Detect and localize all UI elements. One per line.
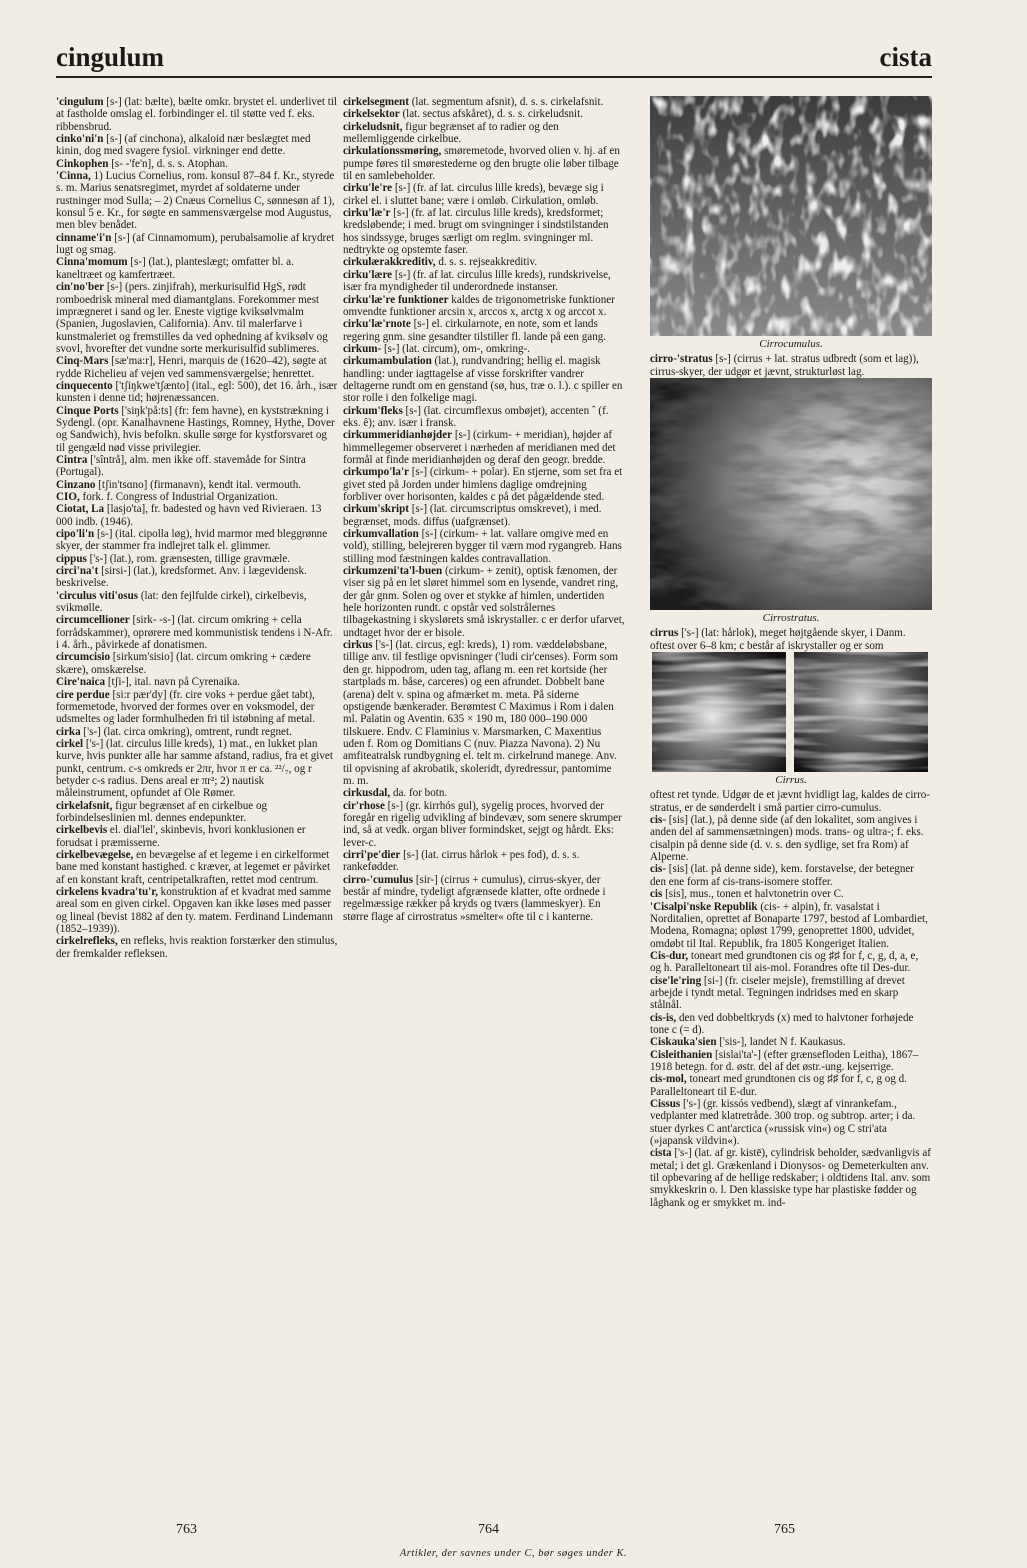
dictionary-entry xyxy=(343,503,625,528)
entry-definition: [sæ'ma:r], Henri, marquis de (1620–42), søgte at rydde Richelieu af vejen ved sammensværgelse; henrettet. xyxy=(56,355,327,380)
entry-definition: ['s-] (lat: hårlok), meget højtgående skyer, i Danm. oftest over 6–8 km; c består af iskrystaller og er som xyxy=(650,627,906,652)
entry-definition: figur begrænset af en cirkelbue og forbindelseslinien ml. dennes endepunkter. xyxy=(56,799,268,824)
dictionary-entry xyxy=(56,689,338,726)
entry-headword: Cinzano xyxy=(56,478,96,491)
dictionary-entry xyxy=(650,814,932,863)
dictionary-entry xyxy=(56,96,338,133)
dictionary-entry xyxy=(650,950,932,975)
entry-headword: cirka xyxy=(56,725,81,738)
entry-headword: cis- xyxy=(650,814,667,827)
entry-definition: toneart med grundtonen cis og ♯♯ for f, c, g og d. Paralleltoneart til E-dur. xyxy=(650,1073,907,1098)
dictionary-entry xyxy=(56,849,338,886)
dictionary-entry xyxy=(56,651,338,676)
entry-headword: cirku'lære xyxy=(343,268,393,281)
entry-headword: cirkulærakkreditiv, xyxy=(343,256,436,269)
entry-definition: (lat: den fejlfulde cirkel), cirkelbevis, svikmølle. xyxy=(56,589,307,615)
entry-headword: cinquecento xyxy=(56,379,113,392)
dictionary-entry xyxy=(650,1073,932,1098)
entry-definition: ['s-] (lat. circus, egl: kreds), 1) rom. væddeløbsbane, tillige anv. til festlige opvisninger ('ludi cir'censes). Form som den gr. hippodrom, uden tag, aflang m. een ret kortside (her startplads m. båse, carceres) og een afrundet. Dobbelt bane (arena) delt v. spina og afmærket m. meta. På siderne opstigende bænkerader. Berømtest C Maximus i Rom i dalen ml. Palatin og Aventin. 635 × 190 m, 180 000–190 000 tilskuere. Endv. C Flaminius v. Marsmarken, C Maxentius uden f. Rom og Domitians C (nuv. Piazza Navona). 2) Nu amfiteatralsk rundbygning el. telt m. cirkelrund manege. Anv. til opvisning af akrobatik, skoleridt, dyredressur, pantomime m. m. xyxy=(343,639,619,787)
entry-definition: smøremetode, hvorved olien v. hj. af en pumpe føres til smørestederne og den brugte olie løber tilbage til en samlebeholder. xyxy=(343,145,620,183)
entry-definition: [s-] (cirkum- + meridian), højder af himmellegemer observeret i nærheden af meridianen med det formål at finde meridianhøjden og deraf den geogr. bredde. xyxy=(343,429,616,466)
dictionary-entry xyxy=(343,429,625,466)
entry-definition: ['s-] (lat. circulus lille kreds), 1) mat., en lukket plan kurve, hvis punkter alle har samme afstand, radius, fra et givet punkt, centrum. c-s omkreds er 2πr, hvor π er ca. ²²/₇, og r betyder c-s radius. Dens areal er πr²; 2) nautisk måleinstrument, opfundet af Ole Rømer. xyxy=(56,737,333,800)
figure-cirrus xyxy=(650,652,932,786)
cirrocumulus-photo xyxy=(650,96,932,336)
entry-definition: ['s-] (lat. circa omkring), omtrent, rundt regnet. xyxy=(80,725,292,738)
entry-headword: cirkus xyxy=(343,639,373,652)
entry-headword: cirkelsegment xyxy=(343,96,409,108)
dictionary-entry xyxy=(56,380,338,405)
entry-headword: cirkum'skript xyxy=(343,503,409,516)
dictionary-entry xyxy=(56,454,338,479)
dictionary-entry xyxy=(343,800,625,849)
running-header xyxy=(56,42,932,76)
entry-headword: cir'rhose xyxy=(343,799,385,812)
dictionary-entry xyxy=(56,824,338,849)
cirrostratus-photo xyxy=(650,378,932,610)
dictionary-entry xyxy=(56,738,338,800)
entry-headword: cirku'læ're funktioner xyxy=(343,293,449,306)
entry-definition: [s-] (fr. af lat. circulus lille kreds), kredsformet; kredsløbende; i med. brugt om svingninger i sindstilstanden hos sindssyge, bruges særligt om reglm. svingninger ml. nedtrykte og opstemte faser. xyxy=(343,207,609,257)
entry-definition: [sislai'ta'-] (efter grænsefloden Leitha), 1867–1918 betegn. for d. østr. del af det østr.-ung. kejserrige. xyxy=(650,1048,919,1073)
entry-definition: 1) Lucius Cornelius, rom. konsul 87–84 f. Kr., styrede s. m. Marius senatsregimet, myrdet af soldaterne under rustninger mod Sulla; – 2) Cnæus Cornelius C, sønnesøn af 1), konsul 5 e. Kr., for søgte en sammensværgelse mod Augustus, men blev benådet. xyxy=(56,170,335,232)
entry-definition: [s-] (af Cinnamomum), perubalsamolie af krydret lugt og smag. xyxy=(56,231,335,257)
entry-headword: cirkelsektor xyxy=(343,108,400,121)
figure-cirrocumulus xyxy=(650,96,932,350)
entry-headword: 'circulus viti'osus xyxy=(56,589,139,602)
entry-definition: [s-] (pers. zinjifrah), merkurisulfid HgS, rødt romboedrisk mineral med diamantglans. Forekommer mest imprægneret i sand og ler. Eneste vigtige kviksølvmalm (Spanien, Jugoslavien, California). Anv. til malerfarve i kunstmaleriet og fremstilles da ved ophedning af kviksølv og svovl, hvorefter det vundne sorte merkurisulfid sublimeres. xyxy=(56,281,328,355)
entry-headword: cirkelrefleks, xyxy=(56,935,118,948)
entry-headword: Cire'naica xyxy=(56,676,106,689)
entry-definition: [s-] (lat.), planteslægt; omfatter bl. a. kaneltræet og kamfertræet. xyxy=(56,256,294,281)
entry-headword: Cissus xyxy=(650,1098,681,1110)
entry-definition: [s-] (ital. cipolla løg), hvid marmor med bleggrønne skyer, der stammer fra indlejret talk el. glimmer. xyxy=(56,528,328,553)
entry-definition: en bevægelse af et legeme i en cirkelformet bane med konstant hastighed. c kræver, at legemet er påvirket af en konstant kraft, centripetalkraften, rettet mod centrum. xyxy=(56,848,331,886)
dictionary-entry xyxy=(343,318,625,343)
entry-headword: cirkelafsnit, xyxy=(56,799,113,812)
entry-headword: cirku'le're xyxy=(343,182,393,195)
entry-headword: cinname'i'n xyxy=(56,231,112,244)
entry-headword: cirkel xyxy=(56,737,84,750)
entry-definition: [s- -'fe'n], d. s. s. Atophan. xyxy=(108,157,228,170)
entry-definition: [s-] (lat. circum), om-, omkring-. xyxy=(381,342,531,355)
entry-headword: cirro-'stratus xyxy=(650,353,713,366)
entry-definition: [s-] (lat. circumscriptus omskrevet), i med. begrænset, mods. diffus (uafgrænset). xyxy=(343,503,602,528)
header-last-word: cista xyxy=(879,42,932,72)
entry-definition: [sis] (lat. på denne side), kem. forstavelse, der betegner den ene form af cis-trans-isomere stoffer. xyxy=(650,863,915,888)
entry-definition: [tʃi-], ital. navn på Cyrenaika. xyxy=(105,676,241,689)
entry-definition: (lat. segmentum afsnit), d. s. s. cirkelafsnit. xyxy=(408,96,604,108)
dictionary-entry xyxy=(650,1147,932,1209)
entry-headword: cirrus xyxy=(650,627,679,640)
column-left xyxy=(56,96,338,1516)
figure-cirrostratus xyxy=(650,378,932,624)
dictionary-entry xyxy=(56,528,338,553)
entry-definition: (cirkum- + zenit), optisk fænomen, der viser sig på en let sløret himmel som en lysende, vandret ring, der går gnm. Solen og over et stykke af himlen, undertiden hele horizonten rundt. c opstår ved solstrålernes tilbagekastning i skyslørets små iskrystaller. c er derfor ufarvet, undtaget hvor der er bisole. xyxy=(343,565,625,639)
cirrus-photos xyxy=(650,652,932,772)
entry-definition: ['tʃiŋkwe'tʃænto] (ital., egl: 500), det 16. årh., især kunsten i denne tid; højrenæssancen. xyxy=(56,379,338,405)
entry-headword: 'Cisalpi'nske Republik xyxy=(650,900,758,913)
dictionary-entry xyxy=(343,269,625,294)
entry-definition: [s-] (cirkum- + polar). En stjerne, som set fra et givet sted på Jorden under himlens daglige omdrejning forbliver over horisonten, kaldes c på det pågældende sted. xyxy=(343,466,623,503)
entry-definition: [sis] (lat.), på denne side (af den lokalitet, som angives i anden del af sammensætningen) mods. trans- og ultra-; f. eks. cisalpin på denne side (d. v. s. den sydlige, set fra Rom) af Alperne. xyxy=(650,814,924,864)
entry-headword: cirkumambulation xyxy=(343,355,432,368)
column-middle xyxy=(343,96,625,1516)
entry-headword: Cinq-Mars xyxy=(56,355,109,368)
page-number-left: 763 xyxy=(176,1522,197,1537)
dictionary-entry xyxy=(56,491,338,503)
dictionary-entry xyxy=(56,355,338,380)
entry-definition: den ved dobbeltkryds (x) med to halvtoner forhøjede tone c (= d). xyxy=(650,1011,914,1036)
dictionary-entry xyxy=(650,1049,932,1074)
dictionary-entry xyxy=(56,590,338,615)
header-rule xyxy=(56,76,932,78)
dictionary-entry xyxy=(343,343,625,355)
dictionary-entry xyxy=(343,405,625,430)
dictionary-entry xyxy=(56,726,338,738)
entry-definition: [sirsi-] (lat.), kredsformet. Anv. i lægevidensk. beskrivelse. xyxy=(56,565,307,590)
dictionary-entry xyxy=(56,886,338,935)
entry-definition: ['s-] (gr. kissós vedbend), slægt af vinrankefam., vedplanter med klatretråde. 300 trop. og subtrop. arter; i da. stuer dyrkes C ant'arctica (»russisk vin«) og C stri'ata (»japansk vildvin«). xyxy=(650,1098,916,1148)
entry-headword: cin'no'ber xyxy=(56,281,105,294)
dictionary-entry xyxy=(56,281,338,355)
entry-headword: cis-mol, xyxy=(650,1073,687,1086)
dictionary-entry xyxy=(650,1012,932,1037)
entry-definition: [sirk- -s-] (lat. circum omkring + cella forrådskammer), oprørere med kommunistisk tendens i N-Afr. i 4. årh., påvirkede af donatismen. xyxy=(56,614,333,652)
dictionary-entry xyxy=(650,975,932,1012)
entry-definition: (cis- + alpin), fr. vasalstat i Norditalien, oprettet af Bonaparte 1797, bestod af Lombardiet, Modena, Romagna; opløst 1799, genoprettet 1800, udvidet, omdøbt til Ital. Republik, fra 1805 Kongeriget Italien. xyxy=(650,900,928,950)
dictionary-entry xyxy=(56,676,338,688)
entry-headword: Cinna'momum xyxy=(56,256,128,269)
dictionary-entry xyxy=(343,256,625,268)
dictionary-entry xyxy=(650,1098,932,1147)
entry-definition: [si-] (fr. ciseler mejsle), fremstilling af drevet arbejde i tyndt metal. Tegningen indridses med en skarp stålnål. xyxy=(650,974,905,1012)
dictionary-entry xyxy=(56,565,338,590)
entry-headword: cipo'li'n xyxy=(56,528,95,541)
entry-definition: fork. f. Congress of Industrial Organization. xyxy=(79,491,278,503)
entry-headword: cirkusdal, xyxy=(343,787,391,800)
entry-headword: cirkum'fleks xyxy=(343,404,403,417)
entry-definition: [s-] (fr. af lat. circulus lille kreds), rundskrivelse, især fra myndigheder til underordnede instanser. xyxy=(343,268,611,294)
dictionary-entry xyxy=(343,294,625,319)
entry-headword: CIO, xyxy=(56,491,80,503)
entry-headword: cirkumvallation xyxy=(343,528,419,541)
entry-headword: circi'na't xyxy=(56,565,99,578)
dictionary-entry xyxy=(343,565,625,639)
entry-definition: toneart med grundtonen cis og ♯♯ for f, c, g, d, a, e, og h. Paralleltoneart til ais-mol. Forandres ofte til Des-dur. xyxy=(650,949,919,975)
dictionary-entry xyxy=(343,639,625,787)
entry-headword: 'Cinna, xyxy=(56,170,91,183)
entry-definition: ['siŋk'på:ts] (fr: fem havne), en kyststrækning i Sydengl. (opr. Kanalhavnene Hastings, Romney, Hythe, Dover og Sandwich), hvis befolkn. skulle sørge for kystforsvaret og til gengæld nød visse privilegier. xyxy=(56,404,335,454)
entry-headword: Ciskauka'sien xyxy=(650,1036,717,1049)
entry-headword: Cinkophen xyxy=(56,157,109,170)
entry-headword: cire perdue xyxy=(56,688,110,701)
dictionary-entry xyxy=(650,1036,932,1048)
entry-definition: [s-] (lat: bælte), bælte omkr. brystet el. underlivet til at fastholde omslag el. forbindinger el. til støtte ved f. eks. ribbensbrud. xyxy=(56,96,338,133)
entry-definition: kaldes de trigonometriske funktioner omvendte funktioner arcsin x, arccos x, arctg x og arccot x. xyxy=(343,293,615,318)
dictionary-entry xyxy=(56,614,338,651)
entry-definition: el. dial'lel', skinbevis, hvori konklusionen er forudsat i præmisserne. xyxy=(56,824,306,849)
dictionary-entry xyxy=(56,479,338,491)
entry-headword: cirkumpo'la'r xyxy=(343,466,409,479)
entry-definition: [lasjo'ta], fr. badested og havn ved Rivieraen. 13 000 indb. (1946). xyxy=(56,503,322,528)
dictionary-entry xyxy=(650,627,932,652)
entry-definition: oftest ret tynde. Udgør de et jævnt hvidligt lag, kaldes de cirro-stratus, er de sønderdelt i små partier cirro-cumulus. xyxy=(650,789,931,814)
entry-headword: cirkeludsnit, xyxy=(343,120,403,133)
entry-headword: cis- xyxy=(650,863,667,876)
entry-definition: [sirkum'sisio] (lat. circum omkring + cædere skære), omskærelse. xyxy=(56,651,311,676)
dictionary-entry xyxy=(343,121,625,146)
entry-definition: ['sis-], landet N f. Kaukasus. xyxy=(716,1036,846,1049)
dictionary-entry xyxy=(56,133,338,158)
entry-headword: cirku'læ'r xyxy=(343,207,391,220)
dictionary-entry xyxy=(56,170,338,232)
dictionary-entry xyxy=(56,405,338,454)
entry-definition: d. s. s. rejseakkreditiv. xyxy=(435,256,538,269)
entry-headword: Cisleithanien xyxy=(650,1048,713,1061)
dictionary-entry xyxy=(56,232,338,257)
dictionary-entry xyxy=(650,888,932,900)
dictionary-entry xyxy=(343,145,625,182)
entry-headword: Ciotat, La xyxy=(56,503,105,516)
entry-definition: ['s-] (lat.), rom. grænsesten, tillige gravmæle. xyxy=(86,552,291,565)
entry-definition: [s-] (lat. circumflexus ombøjet), accenten ˆ (f. eks. ê); anv. især i fransk. xyxy=(343,404,609,429)
dictionary-entry xyxy=(343,849,625,874)
entry-definition: en refleks, hvis reaktion forstærker den stimulus, der fremkalder refleksen. xyxy=(56,935,338,960)
entry-headword: cis-is, xyxy=(650,1011,677,1024)
dictionary-entry xyxy=(343,466,625,503)
entry-definition: [s-] (gr. kirrhós gul), sygelig proces, hvorved der foregår en rigelig udvikling af bindevæv, som senere skrumper ind, så at vedk. organ bliver formindsket, sejgt og hårdt. Eks: lever-c. xyxy=(343,799,622,849)
dictionary-entry xyxy=(56,800,338,825)
dictionary-entry xyxy=(56,503,338,528)
entry-definition: [s-] (lat. cirrus hårlok + pes fod), d. s. s. rankefødder. xyxy=(343,848,580,874)
entry-definition: [sis], mus., tonen et halvtonetrin over C. xyxy=(662,888,844,901)
caption-cirrocumulus: Cirrocumulus. xyxy=(759,338,823,350)
page-number-middle: 764 xyxy=(478,1522,499,1537)
dictionary-entry xyxy=(56,158,338,170)
entry-headword: cinko'ni'n xyxy=(56,133,104,146)
entry-headword: cirkum- xyxy=(343,342,382,355)
entry-definition: konstruktion af et kvadrat med samme areal som en given cirkel. Opgaven kan ikke løses med passer og lineal (bevist 1882 af den ty. matem. Ferdinand Lindemann (1852–1939)). xyxy=(56,886,333,936)
dictionary-entry xyxy=(343,355,625,404)
entry-headword: cise'le'ring xyxy=(650,974,702,987)
caption-cirrus: Cirrus. xyxy=(775,774,807,787)
entry-definition: (lat.), rundvandring; hellig el. magisk handling: under iagttagelse af visse forskrifter vandrer deltagerne rundt om en genstand (sø, hus, træ o. l.). c spiller en stor rolle i den folkelige magi. xyxy=(343,355,623,405)
entry-definition: figur begrænset af to radier og den mellemliggende cirkelbue. xyxy=(343,120,559,146)
entry-headword: cirkelbevis xyxy=(56,824,108,837)
column-right xyxy=(650,96,932,1516)
dictionary-entry xyxy=(343,96,625,108)
entry-headword: Cinque Ports xyxy=(56,404,119,417)
entry-headword: cista xyxy=(650,1147,672,1160)
dictionary-entry xyxy=(343,182,625,207)
entry-definition: da. for botn. xyxy=(390,787,448,800)
entry-definition: ['s-] (lat. af gr. kistē), cylindrisk beholder, sædvanligvis af metal; i det gl. Grækenland i Dionysos- og Demeterkulten anv. til opbevaring af de hellige redskaber; i oldtidens Ital. anv. som smykkeskrin o. l. Den klassiske type har plastiske fødder og låghank og er smykket m. ind- xyxy=(650,1147,932,1209)
dictionary-entry xyxy=(343,108,625,120)
dictionary-entry xyxy=(650,789,932,814)
entry-definition: [sir-] (cirrus + cumulus), cirrus-skyer, der består af mindre, tydeligt afgrænsede klatter, ofte ordnede i regelmæssige rækker på kryds og tværs (lammeskyer). En større flage af cirrostratus »smelter« ofte til c i kanterne. xyxy=(343,873,606,923)
entry-definition: [s-] (af cinchona), alkaloid nær beslægtet med kinin, dog med svagere fysiol. virkninger end dette. xyxy=(56,133,311,158)
entry-headword: cirku'læ'rnote xyxy=(343,318,411,331)
dictionary-entry xyxy=(343,874,625,923)
entry-headword: cis xyxy=(650,888,663,901)
dictionary-entry xyxy=(650,901,932,950)
entry-definition: [si:r pær'dy] (fr. cire voks + perdue gået tabt), formemetode, hvorved der formes over en voksmodel, der udsmeltes og lader formhulheden fri til istøbning af metal. xyxy=(56,688,316,726)
dictionary-entry xyxy=(343,528,625,565)
dictionary-entry xyxy=(56,256,338,281)
entry-headword: Cis-dur, xyxy=(650,949,689,962)
entry-definition: [s-] (fr. af lat. circulus lille kreds), bevæge sig i cirkel el. i sluttet bane; være i omløb. Cirkulation, omløb. xyxy=(343,182,604,207)
entry-headword: cirri'pe'dier xyxy=(343,848,401,861)
entry-definition: ['sîntrå], alm. men ikke off. stavemåde for Sintra (Portugal). xyxy=(56,453,306,479)
dictionary-entry xyxy=(650,353,932,378)
entry-definition: [s-] (cirrus + lat. stratus udbredt (som et lag)), cirrus-skyer, der udgør et jævnt, strukturløst lag. xyxy=(650,353,919,378)
entry-headword: cirkummeridianhøjder xyxy=(343,429,453,442)
dictionary-entry xyxy=(343,787,625,799)
dictionary-entry xyxy=(343,207,625,256)
entry-headword: cirkelens kvadra'tu'r, xyxy=(56,886,158,898)
entry-headword: cippus xyxy=(56,552,87,565)
entry-definition: [s-] el. cirkularnote, en note, som et lands regering gnm. sine gesandter tilstiller fl. lande på een gang. xyxy=(343,318,607,343)
footer-note: Artikler, der savnes under C, bør søges under K. xyxy=(399,1548,628,1559)
dictionary-entry xyxy=(650,863,932,888)
entry-headword: cirkulationssmøring, xyxy=(343,145,442,158)
entry-definition: [tʃin'tsɑno] (firmanavn), kendt ital. vermouth. xyxy=(95,478,302,491)
page-number-right: 765 xyxy=(774,1522,795,1537)
entry-definition: (lat. sectus afskåret), d. s. s. cirkeludsnit. xyxy=(399,108,583,121)
entry-headword: cirkumzeni'ta'l-buen xyxy=(343,565,443,578)
dictionary-entry xyxy=(56,553,338,565)
entry-headword: cirkelbevægelse, xyxy=(56,848,134,861)
entry-headword: 'cingulum xyxy=(56,96,104,108)
entry-headword: circumcellioner xyxy=(56,614,130,627)
entry-headword: cirro-'cumulus xyxy=(343,873,414,886)
entry-headword: circumcisio xyxy=(56,651,111,664)
entry-definition: [s-] (cirkum- + lat. vallare omgive med en vold), stilling, belejreren bygger til værn mod rygangreb. Hans stilling mod fæstningen kaldes contravallation. xyxy=(343,528,622,565)
entry-headword: Cintra xyxy=(56,453,88,466)
header-first-word: cingulum xyxy=(56,42,165,72)
dictionary-entry xyxy=(56,935,338,960)
caption-cirrostratus: Cirrostratus. xyxy=(762,612,820,625)
